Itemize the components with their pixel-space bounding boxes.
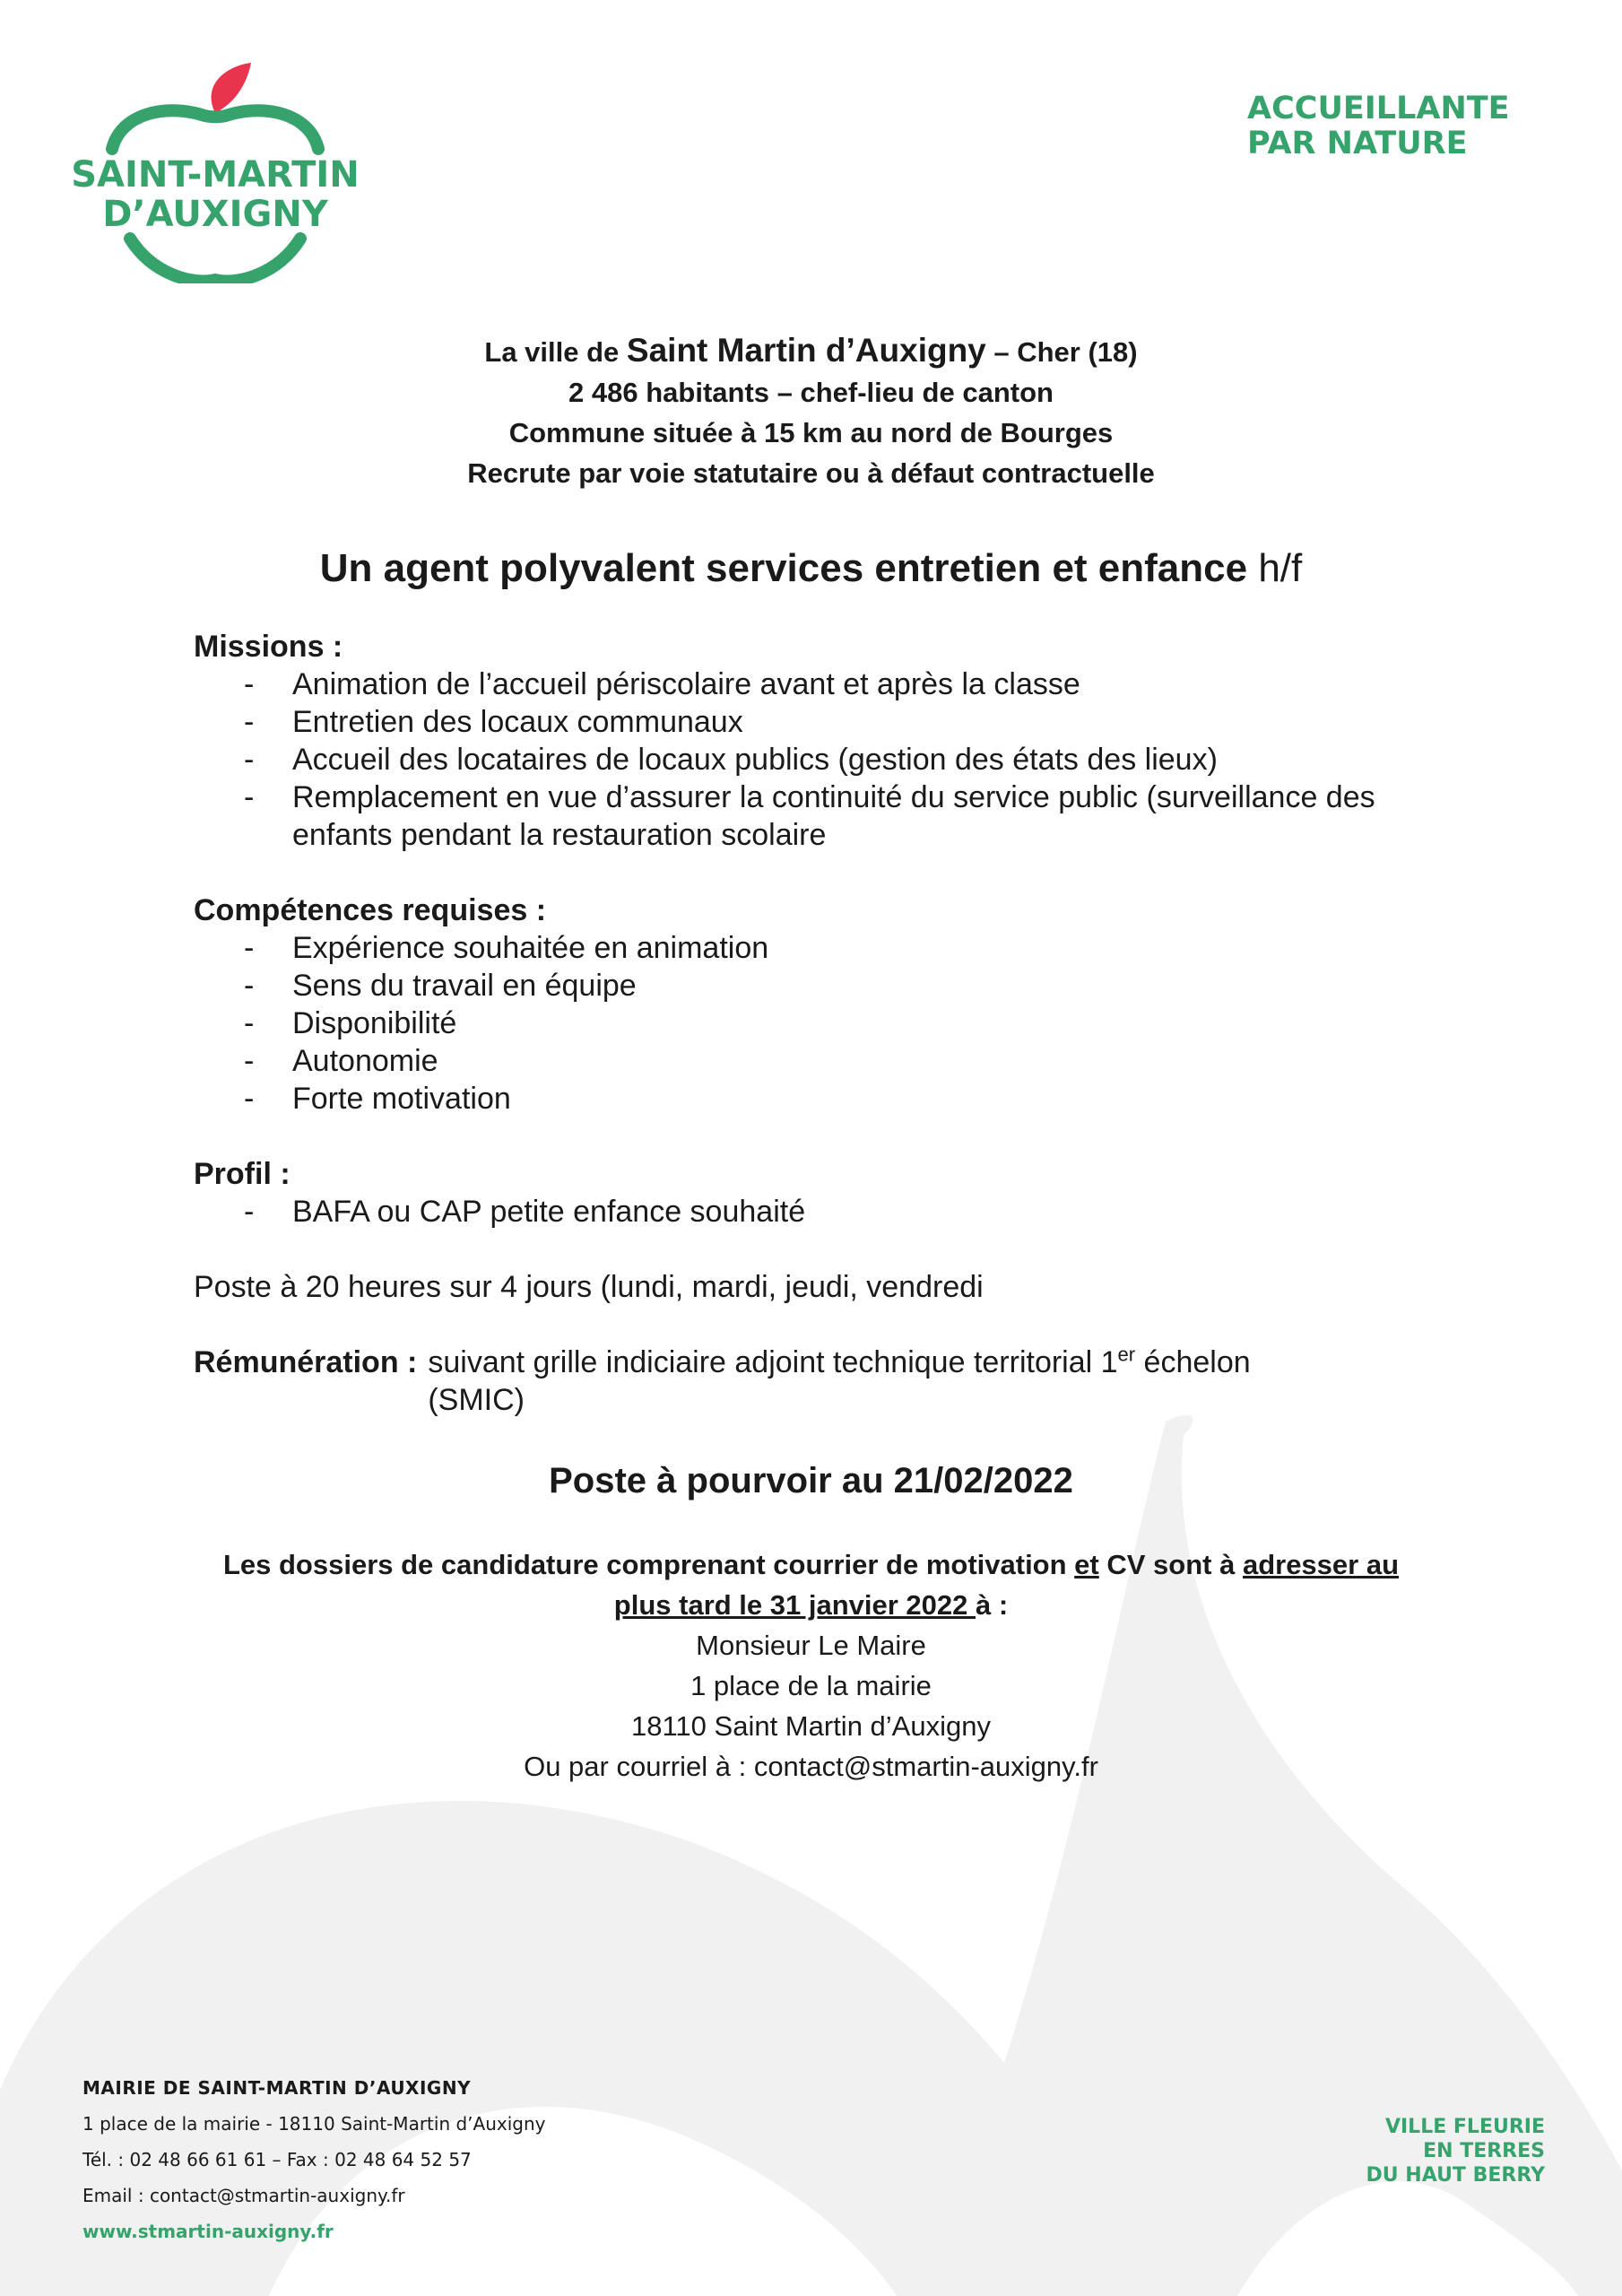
footer-website-link[interactable]: www.stmartin-auxigny.fr bbox=[82, 2221, 334, 2242]
list-item: - BAFA ou CAP petite enfance souhaité bbox=[194, 1193, 1467, 1231]
job-title-suffix: h/f bbox=[1247, 546, 1303, 590]
job-title-text: Un agent polyvalent services entretien et enfance bbox=[319, 546, 1248, 590]
schedule-text: Poste à 20 heures sur 4 jours (lundi, mardi, jeudi, vendredi bbox=[194, 1270, 984, 1304]
deadline: Poste à pourvoir au 21/02/2022 bbox=[549, 1461, 1073, 1500]
intro-line-4: Recrute par voie statutaire ou à défaut contractuelle bbox=[467, 457, 1155, 489]
missions-list bbox=[194, 665, 1467, 854]
remuneration bbox=[194, 1344, 1467, 1419]
profil-title: Profil : bbox=[194, 1157, 291, 1191]
list-item: - Entretien des locaux communaux bbox=[194, 703, 1467, 741]
remuneration-label: Rémunération : bbox=[194, 1345, 418, 1379]
intro-prefix: La ville de bbox=[484, 336, 627, 368]
intro-city: Saint Martin d’Auxigny bbox=[626, 332, 986, 369]
job-title bbox=[0, 542, 1622, 596]
list-item: - Accueil des locataires de locaux publics (gestion des états des lieux) bbox=[194, 741, 1467, 778]
list-item: - Sens du travail en équipe bbox=[194, 967, 1467, 1004]
profil-list bbox=[194, 1193, 1467, 1231]
slogan-line-1: ACCUEILLANTE bbox=[1247, 91, 1510, 126]
logo-line-1: SAINT-MARTIN bbox=[71, 154, 360, 196]
address-line-2: 18110 Saint Martin d’Auxigny bbox=[631, 1710, 991, 1742]
footer bbox=[82, 2070, 889, 2249]
missions-title: Missions : bbox=[194, 630, 343, 664]
remuneration-text bbox=[417, 1344, 1250, 1419]
city-logo bbox=[67, 59, 363, 283]
intro-block bbox=[0, 330, 1622, 493]
intro-line-3: Commune située à 15 km au nord de Bourges bbox=[508, 417, 1114, 448]
logo-line-2: D’AUXIGNY bbox=[102, 194, 328, 235]
slogan-line-2: PAR NATURE bbox=[1247, 126, 1468, 161]
list-item: - Remplacement en vue d’assurer la continuité du service public (surveillance des enfants pendant la restauration scolaire bbox=[194, 778, 1467, 854]
application-line-1: Les dossiers de candidature comprenant courrier de motivation et CV sont à adresser au bbox=[222, 1549, 1400, 1580]
label-line-1: VILLE FLEURIE bbox=[1384, 2116, 1545, 2138]
intro-line-1 bbox=[0, 330, 1622, 372]
list-item: - Disponibilité bbox=[194, 1004, 1467, 1042]
remuneration-text-end: échelon bbox=[1135, 1345, 1251, 1379]
footer-email: Email : contact@stmartin-auxigny.fr bbox=[82, 2185, 405, 2206]
remuneration-sup: er bbox=[1117, 1343, 1136, 1366]
recipient: Monsieur Le Maire bbox=[696, 1630, 926, 1661]
application-line-2: plus tard le 31 janvier 2022 à : bbox=[613, 1589, 1009, 1621]
list-item: - Autonomie bbox=[194, 1042, 1467, 1080]
footer-title: MAIRIE DE SAINT-MARTIN D’AUXIGNY bbox=[82, 2077, 472, 2099]
footer-phone: Tél. : 02 48 66 61 61 – Fax : 02 48 64 52 57 bbox=[82, 2149, 472, 2170]
label-line-3: DU HAUT BERRY bbox=[1366, 2164, 1545, 2187]
competences-list bbox=[194, 929, 1467, 1118]
slogan bbox=[1247, 91, 1543, 161]
competences-title: Compétences requises : bbox=[194, 893, 547, 927]
remuneration-text-main: suivant grille indiciaire adjoint technique territorial 1 bbox=[428, 1345, 1118, 1379]
address-line-1: 1 place de la mairie bbox=[690, 1670, 932, 1701]
list-item: - Expérience souhaitée en animation bbox=[194, 929, 1467, 967]
job-details bbox=[194, 628, 1467, 1419]
ville-fleurie-label bbox=[1276, 2115, 1545, 2187]
footer-address: 1 place de la mairie - 18110 Saint-Martin d’Auxigny bbox=[82, 2113, 546, 2135]
intro-line-2: 2 486 habitants – chef-lieu de canton bbox=[568, 377, 1054, 408]
intro-suffix: – Cher (18) bbox=[985, 336, 1138, 368]
remuneration-line-2: (SMIC) bbox=[428, 1383, 525, 1417]
email-line: Ou par courriel à : contact@stmartin-auxigny.fr bbox=[524, 1751, 1098, 1782]
list-item: - Forte motivation bbox=[194, 1080, 1467, 1118]
application-block bbox=[0, 1544, 1622, 1787]
list-item: - Animation de l’accueil périscolaire avant et après la classe bbox=[194, 665, 1467, 703]
label-line-2: EN TERRES bbox=[1423, 2140, 1545, 2162]
